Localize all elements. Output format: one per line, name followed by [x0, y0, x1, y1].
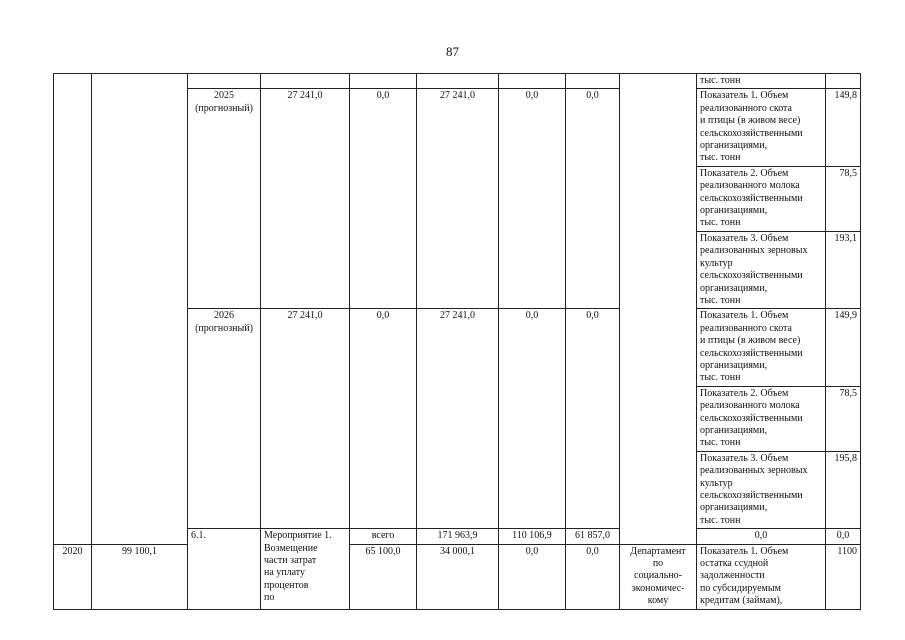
measure-total-local: 0,0	[697, 529, 826, 544]
program-table	[53, 73, 861, 610]
cell-empty	[350, 74, 417, 89]
measure-total-sum: 171 963,9	[417, 529, 499, 544]
measure-number: 6.1.	[188, 529, 261, 609]
page-number: 87	[446, 44, 459, 59]
measure-total-label: всего	[350, 529, 417, 544]
other-2025: 0,0	[566, 89, 620, 309]
measure-name: Мероприятие 1. Возмещение части затрат на уплату процентов по	[261, 529, 350, 609]
total-2020: 99 100,1	[92, 544, 188, 609]
local-2020: 0,0	[499, 544, 566, 609]
cell-empty	[417, 74, 499, 89]
indicator-value-2025-3: 193,1	[826, 231, 861, 308]
cell-empty	[188, 74, 261, 89]
table-row	[54, 74, 861, 89]
regional-2020: 34 000,1	[417, 544, 499, 609]
total-2026: 27 241,0	[261, 309, 350, 529]
other-2020: 0,0	[566, 544, 620, 609]
regional-2026: 27 241,0	[417, 309, 499, 529]
federal-2026: 0,0	[350, 309, 417, 529]
cell-empty	[54, 74, 92, 545]
year-2020: 2020	[54, 544, 92, 609]
federal-2020: 65 100,0	[350, 544, 417, 609]
indicator-value-2026-2: 78,5	[826, 386, 861, 451]
table-row	[54, 544, 861, 609]
indicator-value-2020-1: 1100	[826, 544, 861, 609]
indicator-value-2025-2: 78,5	[826, 166, 861, 231]
local-2026: 0,0	[499, 309, 566, 529]
indicator-unit-continued: тыс. тонн	[697, 74, 826, 89]
executor-2020: Департамент по социально- экономичес- кому	[620, 544, 697, 609]
other-2026: 0,0	[566, 309, 620, 529]
indicator-2025-1: Показатель 1. Объем реализованного скота и птицы (в живом весе) сельскохозяйственными организациями, тыс. тонн	[697, 89, 826, 166]
cell-empty	[499, 74, 566, 89]
cell-empty	[826, 74, 861, 89]
year-2025: 2025 (прогнозный)	[188, 89, 261, 309]
measure-total-regional: 61 857,0	[566, 529, 620, 544]
federal-2025: 0,0	[350, 89, 417, 309]
indicator-value-2026-3: 195,8	[826, 451, 861, 528]
total-2025: 27 241,0	[261, 89, 350, 309]
cell-empty	[566, 74, 620, 89]
cell-executor-empty	[620, 74, 697, 545]
indicator-2020-1: Показатель 1. Объем остатка ссудной задолженности по субсидируемым кредитам (займам),	[697, 544, 826, 609]
local-2025: 0,0	[499, 89, 566, 309]
indicator-value-2026-1: 149,9	[826, 309, 861, 386]
regional-2025: 27 241,0	[417, 89, 499, 309]
measure-total-other: 0,0	[826, 529, 861, 544]
year-2026: 2026 (прогнозный)	[188, 309, 261, 529]
indicator-2025-2: Показатель 2. Объем реализованного молока сельскохозяйственными организациями, тыс. тонн	[697, 166, 826, 231]
indicator-2025-3: Показатель 3. Объем реализованных зерновых культур сельскохозяйственными организациями, тыс. тонн	[697, 231, 826, 308]
indicator-value-2025-1: 149,8	[826, 89, 861, 166]
cell-empty	[261, 74, 350, 89]
indicator-2026-2: Показатель 2. Объем реализованного молока сельскохозяйственными организациями, тыс. тонн	[697, 386, 826, 451]
indicator-2026-3: Показатель 3. Объем реализованных зерновых культур сельскохозяйственными организациями, тыс. тонн	[697, 451, 826, 528]
cell-empty	[92, 74, 188, 545]
measure-total-federal: 110 106,9	[499, 529, 566, 544]
indicator-2026-1: Показатель 1. Объем реализованного скота и птицы (в живом весе) сельскохозяйственными организациями, тыс. тонн	[697, 309, 826, 386]
